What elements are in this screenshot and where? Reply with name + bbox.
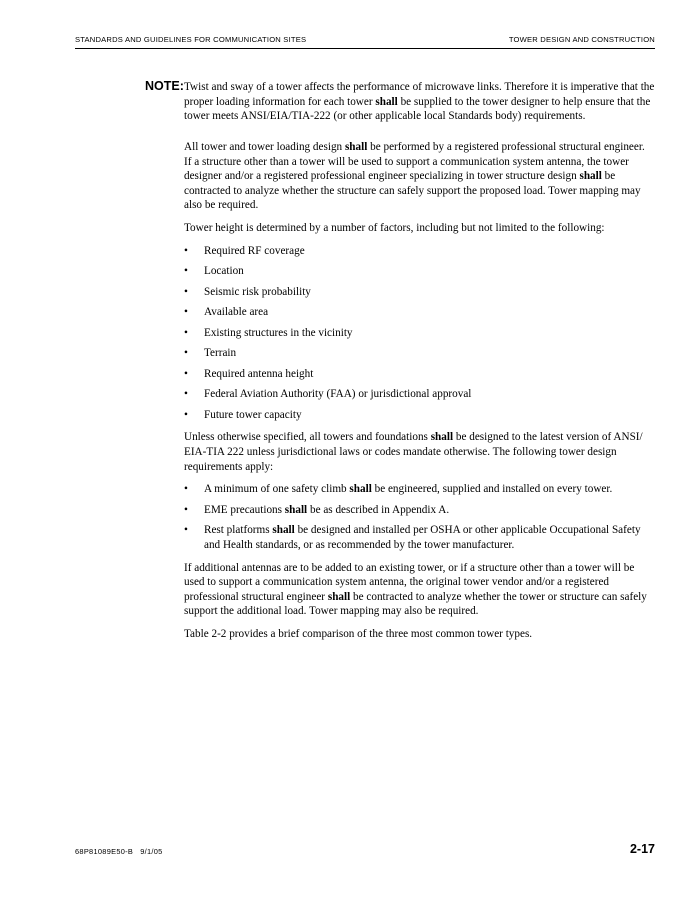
- page-number: 2-17: [629, 842, 655, 856]
- bullet-icon: •: [184, 483, 188, 496]
- bullet-icon: •: [184, 408, 188, 421]
- note-block: [145, 80, 655, 124]
- paragraph-tower-height: Tower height is determined by a number of factors, including but not limited to the following:: [184, 222, 605, 235]
- paragraph-additional-antennas: If additional antennas are to be added to an existing tower, or if a structure other than a tower will be used to support a communication system antenna, the original tower vendor and/or a registered professional structural engineer shall be contracted to analyze whether the tower or structure can safely support the additional load. Tower mapping may also be required.: [184, 561, 647, 618]
- list-item: • Future tower capacity: [184, 408, 302, 421]
- bullet-icon: •: [184, 347, 188, 360]
- list-item: • Required antenna height: [184, 367, 314, 380]
- list-item: • EME precautions shall be as described in Appendix A.: [184, 503, 450, 516]
- list-item: • Federal Aviation Authority (FAA) or jurisdictional approval: [184, 388, 472, 401]
- bullet-icon: •: [184, 388, 188, 401]
- list-item: • Rest platforms shall be designed and installed per OSHA or other applicable Occupational Safety and Health standards, or as recommended by the tower manufacturer.: [184, 524, 641, 551]
- body-column: [184, 140, 654, 650]
- requirement-list: [184, 482, 654, 552]
- header-rule: [75, 48, 655, 49]
- list-item: • Location: [184, 265, 244, 278]
- paragraph-table-reference: Table 2-2 provides a brief comparison of the three most common tower types.: [184, 628, 533, 641]
- footer-date: 9/1/05: [140, 847, 163, 856]
- bullet-icon: •: [184, 367, 188, 380]
- list-item: • Terrain: [184, 347, 237, 360]
- bullet-icon: •: [184, 326, 188, 339]
- list-item: • Available area: [184, 306, 269, 319]
- paragraph-design-standard: Unless otherwise specified, all towers and foundations shall be designed to the latest version of ANSI/ EIA-TIA 222 unless jurisdictional laws or codes mandate otherwise. The following tower design requirements apply:: [184, 431, 643, 473]
- bullet-icon: •: [184, 503, 188, 516]
- bullet-icon: •: [184, 306, 188, 319]
- list-item: • Required RF coverage: [184, 244, 305, 257]
- footer-doc-id: 68P81089E50-B: [75, 847, 134, 856]
- note-label: NOTE:: [145, 79, 184, 93]
- running-header-left: STANDARDS AND GUIDELINES FOR COMMUNICATION SITES: [75, 35, 307, 44]
- list-item: • Seismic risk probability: [184, 285, 311, 298]
- running-header-right: TOWER DESIGN AND CONSTRUCTION: [508, 35, 655, 44]
- footer-doc-info: [75, 847, 163, 856]
- bullet-icon: •: [184, 265, 188, 278]
- bullet-icon: •: [184, 285, 188, 298]
- bullet-icon: •: [184, 244, 188, 257]
- note-text: Twist and sway of a tower affects the performance of microwave links. Therefore it is imperative that the proper loading information for each tower shall be supplied to the tower designer to help ensure that the tower meets ANSI/EIA/TIA-222 (or other applicable local Standards body) requirements.: [184, 81, 655, 123]
- list-item: • A minimum of one safety climb shall be engineered, supplied and installed on every tower.: [184, 483, 613, 496]
- list-item: • Existing structures in the vicinity: [184, 326, 353, 339]
- paragraph-design-responsibility: All tower and tower loading design shall be performed by a registered professional structural engineer. If a structure other than a tower will be used to support a communication system antenna, the tower designer and/or a registered professional engineer specializing in tower structure design shall be contracted to analyze whether the structure can safely support the proposed load. Tower mapping may also be required.: [184, 141, 645, 212]
- bullet-icon: •: [184, 524, 188, 537]
- factor-list: [184, 244, 654, 422]
